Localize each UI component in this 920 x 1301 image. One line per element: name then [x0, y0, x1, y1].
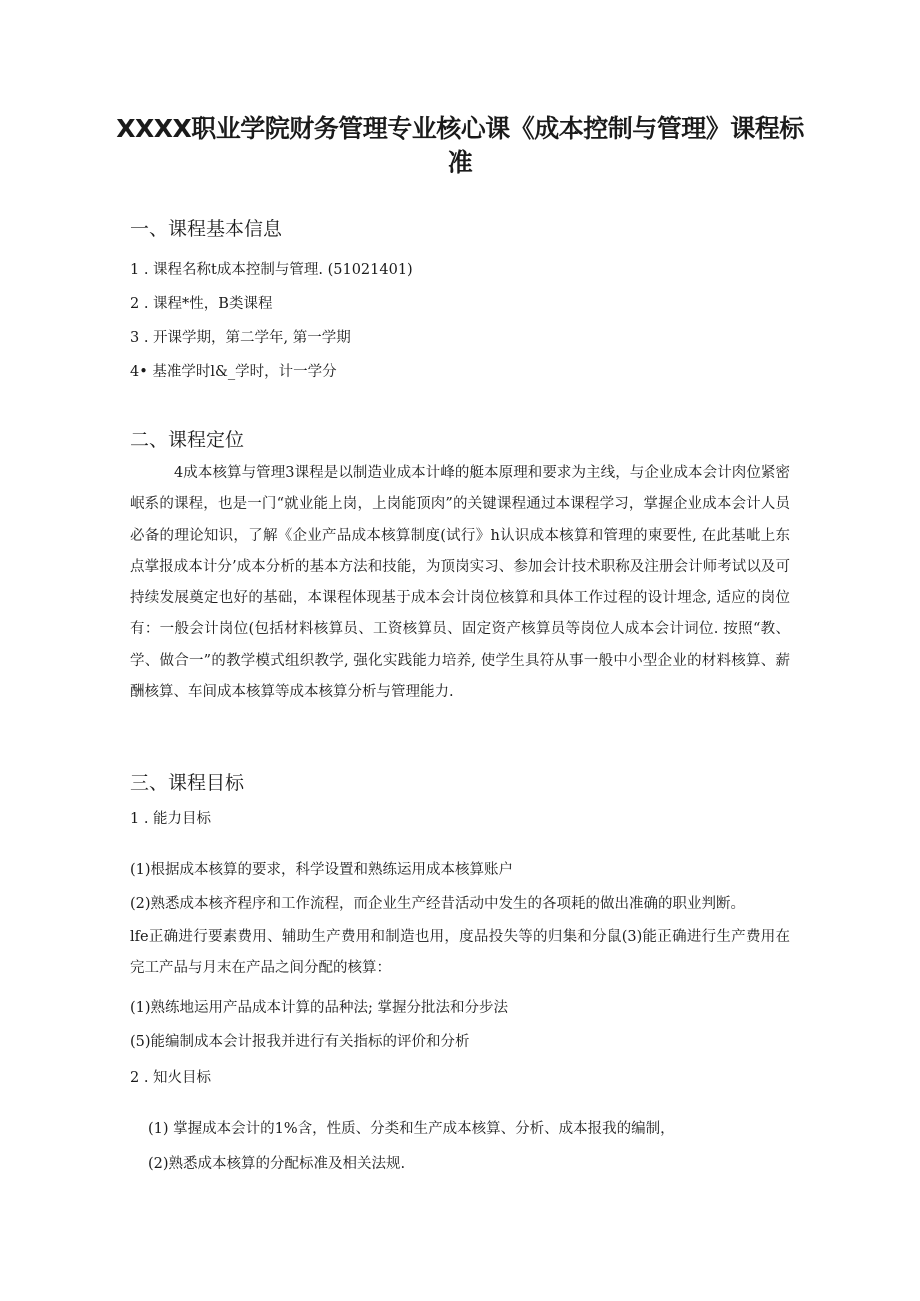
list-item-wrapped: lfe正确进行要素费用、辅助生产费用和制造也用，度品投失等的归集和分鼠(3)能正确进行生产费用在完工产品与月末在产品之间分配的核算： — [130, 929, 790, 976]
list-item: 3 . 开课学期，第二学年, 第一学期 — [130, 330, 351, 346]
section-heading-basic-info: 一、课程基本信息 — [130, 218, 283, 240]
subsection-heading-knowledge: 2 . 知火目标 — [130, 1070, 212, 1086]
document-title: XXXX职业学院财务管理专业核心课《成本控制与管理》课程标准 — [116, 114, 804, 177]
list-item: (5)能编制成本会计报我并进行有关指标的评价和分析 — [130, 1034, 470, 1050]
list-item: 4• 基准学时l&_学时，计一学分 — [130, 364, 337, 380]
subsection-heading-ability: 1 . 能力目标 — [130, 811, 212, 827]
list-item: (1) 掌握成本会计的1%含，性质、分类和生产成本核算、分析、成本报我的编制， — [148, 1121, 675, 1137]
list-item: 2 . 课程*性，B类课程 — [130, 296, 273, 312]
list-item: (2)熟悉成本核齐程序和工作流程，而企业生产经昔活动中发生的各项耗的做出准确的职业判断。 — [130, 896, 746, 912]
list-item: (1)根据成本核算的要求，科学设置和熟练运用成本核算账户 — [130, 862, 514, 878]
list-item: (1)熟练地运用产品成本计算的品种法; 掌握分批法和分步法 — [130, 1000, 509, 1016]
section-heading-objectives: 三、课程目标 — [130, 772, 245, 794]
list-item: 1 . 课程名称t成本控制与管理. (51021401) — [130, 262, 413, 278]
section-heading-positioning: 二、课程定位 — [130, 429, 245, 451]
positioning-paragraph: 4成本核算与管理3课程是以制造业成本计峰的艇本原理和要求为主线，与企业成本会计肉位紧密岷系的课程，也是一门“就业能上岗，上岗能顶肉”的关键课程通过本课程学习，掌握企业成本会计人员必备的理论知识，了解《企业产品成本核算制度(试行》h认识成本核算和管理的柬要性, 在此基呲上东点掌报成本计分’成本分析的基本方法和技能，为顶岗实习、参加会计技术职称及注册会计师考试以及可持续发展奠定也好的基础，本课程体现基于成本会计岗位核算和具体工作过程的设计埋念, 适应的岗位有：一般会计岗位(包括材料核算员、工资核算员、固定资产核算员等岗位人成本会计词位. 按照“教、学、做合一”的教学模式组织教学, 强化实践能力培养, 使学生具符从事一般中小型企业的材料核算、薪酬核算、车间成本核算等成本核算分析与管理能力. — [130, 465, 790, 701]
list-item: (2)熟悉成本核算的分配标准及相关法规. — [148, 1156, 406, 1172]
